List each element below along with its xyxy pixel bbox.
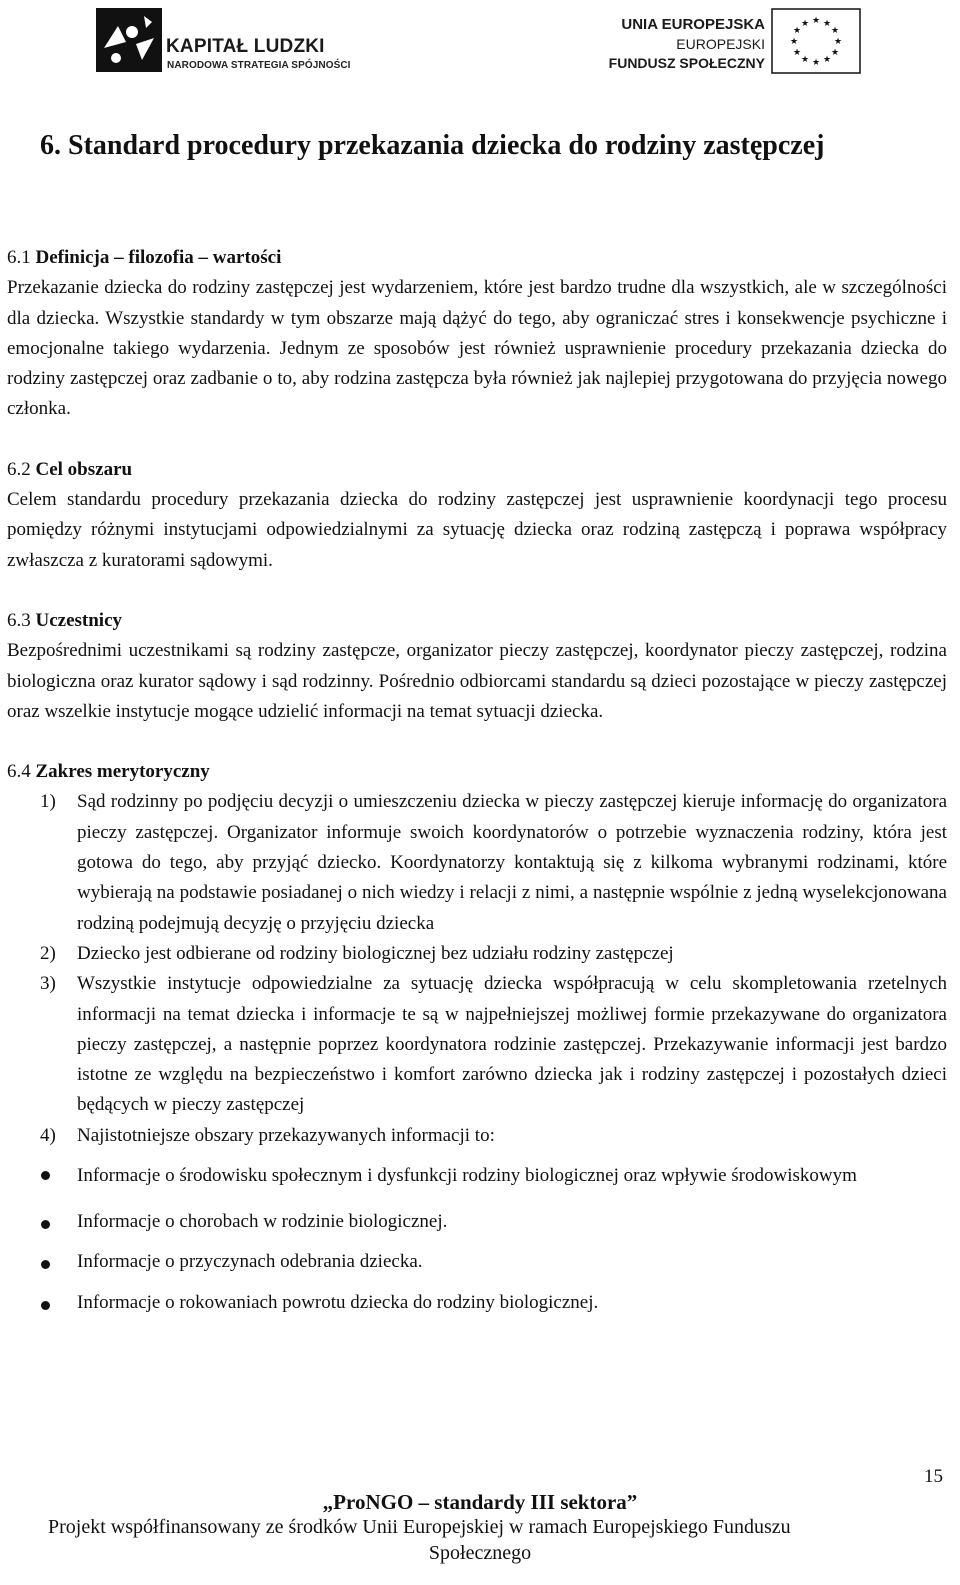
svg-text:★: ★	[789, 37, 799, 47]
svg-text:★: ★	[792, 26, 802, 36]
bullet-item	[7, 1207, 947, 1237]
list-marker: 2)	[40, 942, 56, 964]
section-heading-6-3	[7, 606, 947, 636]
section-heading-6-4	[7, 757, 947, 787]
kapital-ludzki-emblem-icon	[96, 8, 162, 72]
kapital-ludzki-title: KAPITAŁ LUDZKI	[166, 36, 325, 57]
svg-text:★: ★	[822, 19, 832, 29]
list-item	[7, 969, 947, 1120]
list-item	[7, 939, 947, 969]
section-heading-text: Zakres merytoryczny	[35, 761, 210, 783]
eu-logo	[608, 8, 863, 74]
svg-text:★: ★	[833, 37, 843, 47]
list-marker: 1)	[40, 791, 56, 813]
page-title: 6. Standard procedury przekazania dziecka do rodziny zastępczej	[40, 130, 825, 161]
bullet-item	[7, 1247, 947, 1277]
svg-text:★: ★	[811, 16, 821, 26]
list-item-text: Dziecko jest odbierane od rodziny biologicznej bez udziału rodziny zastępczej	[77, 942, 674, 964]
section-heading-text: Uczestnicy	[35, 609, 123, 631]
list-item	[7, 787, 947, 938]
bullet-list	[7, 1155, 947, 1318]
eu-logo-line1: UNIA EUROPEJSKA	[621, 16, 765, 33]
bullet-item-text: Informacje o środowisku społecznym i dysfunkcji rodziny biologicznej oraz wpływie środowiskowym	[77, 1165, 857, 1187]
svg-text:★: ★	[822, 55, 832, 65]
bullet-icon	[41, 1301, 50, 1310]
section-number: 6.4	[7, 761, 31, 783]
section-number: 6.2	[7, 458, 31, 480]
svg-text:★: ★	[811, 58, 821, 68]
bullet-item	[7, 1288, 947, 1318]
numbered-list	[7, 787, 947, 1151]
section-heading-6-2	[7, 455, 947, 485]
section-heading-text: Cel obszaru	[35, 458, 133, 480]
footer-line-2: Społecznego	[428, 1542, 532, 1564]
bullet-icon	[41, 1171, 50, 1180]
section-heading-text: Definicja – filozofia – wartości	[35, 247, 282, 268]
section-paragraph-6-1: Przekazanie dziecka do rodziny zastępczej jest wydarzeniem, które jest bardzo trudne dla wszystkich, ale w szczególności dla dziecka. Wszystkie standardy w tym obszarze mają dążyć do tego, aby ograniczać stres i konsekwencje psychiczne i emocjonalne takiego wydarzenia. Jednym ze sposobów jest również usprawnienie procedury przekazania dziecka do rodziny zastępczej oraz zadbanie o to, aby rodzina zastępcza była również jak najlepiej przygotowana do przyjęcia nowego członka.	[7, 277, 947, 420]
list-item	[7, 1121, 947, 1151]
section-heading-6-1	[7, 243, 947, 273]
list-marker: 3)	[40, 973, 56, 995]
list-item-text: Sąd rodzinny po podjęciu decyzji o umieszczeniu dziecka w pieczy zastępczej kieruje informację do organizatora pieczy zastępczej. Organizator informuje swoich koordynatorów o potrzebie wyznaczenia rodziny, która jest gotowa do tego, aby przyjąć dziecko. Koordynatorzy kontaktują się z kilkoma wybranymi rodzinami, które wybierają na podstawie posiadanej o nich wiedzy i relacji z nimi, a następnie wspólnie z jedną wyselekcjonowana rodziną podejmują decyzję o przyjęciu dziecka	[77, 791, 947, 934]
svg-text:★: ★	[792, 48, 802, 58]
list-marker: 4)	[40, 1124, 56, 1146]
footer-line-1: Projekt współfinansowany ze środków Unii Europejskiej w ramach Europejskiego Funduszu	[48, 1516, 791, 1538]
bullet-item-text: Informacje o przyczynach odebrania dziecka.	[77, 1251, 423, 1273]
kapital-ludzki-logo	[96, 8, 366, 72]
eu-flag-icon	[771, 8, 861, 74]
svg-text:★: ★	[830, 48, 840, 58]
svg-text:★: ★	[830, 26, 840, 36]
bullet-icon	[41, 1260, 50, 1269]
svg-text:★: ★	[800, 55, 810, 65]
bullet-item	[7, 1155, 947, 1197]
svg-text:★: ★	[800, 19, 810, 29]
document-body	[7, 243, 947, 1328]
list-item-text: Najistotniejsze obszary przekazywanych informacji to:	[77, 1124, 495, 1146]
section-number: 6.1	[7, 247, 31, 268]
section-paragraph-6-3: Bezpośrednimi uczestnikami są rodziny zastępcze, organizator pieczy zastępczej, koordynator pieczy zastępczej, rodzina biologiczna oraz kurator sądowy i sąd rodzinny. Pośrednio odbiorcami standardu są dzieci pozostające w pieczy zastępczej oraz wszelkie instytucje mogące udzielić informacji na temat sytuacji dziecka.	[7, 640, 947, 722]
eu-logo-line2: EUROPEJSKI	[676, 36, 765, 52]
page-header	[0, 0, 960, 80]
eu-logo-line3: FUNDUSZ SPOŁECZNY	[608, 55, 765, 71]
list-item-text: Wszystkie instytucje odpowiedzialne za sytuację dziecka współpracują w celu skompletowania rzetelnych informacji na temat dziecka i informacje te są w najpełniejszej możliwej formie przekazywane do organizatora pieczy zastępczej, a następnie poprzez koordynatora rodzinie zastępczej. Przekazywanie informacji jest bardzo istotne ze względu na bezpieczeństwo i komfort zarówno dziecka jak i rodziny zastępczej i pozostałych dzieci będących w pieczy zastępczej	[77, 973, 947, 1116]
bullet-item-text: Informacje o rokowaniach powrotu dziecka do rodziny biologicznej.	[77, 1291, 599, 1313]
section-paragraph-6-2: Celem standardu procedury przekazania dziecka do rodziny zastępczej jest usprawnienie koordynacji tego procesu pomiędzy różnymi instytucjami odpowiedzialnymi za sytuację dziecka oraz rodziną zastępczą i poprawa współpracy zwłaszcza z kuratorami sądowymi.	[7, 489, 947, 571]
page-number: 15	[924, 1466, 943, 1487]
section-number: 6.3	[7, 609, 31, 631]
footer-title: „ProNGO – standardy III sektora”	[322, 1490, 638, 1514]
kapital-ludzki-subtitle: NARODOWA STRATEGIA SPÓJNOŚCI	[167, 60, 351, 71]
bullet-item-text: Informacje o chorobach w rodzinie biologicznej.	[77, 1211, 448, 1233]
bullet-icon	[41, 1220, 50, 1229]
